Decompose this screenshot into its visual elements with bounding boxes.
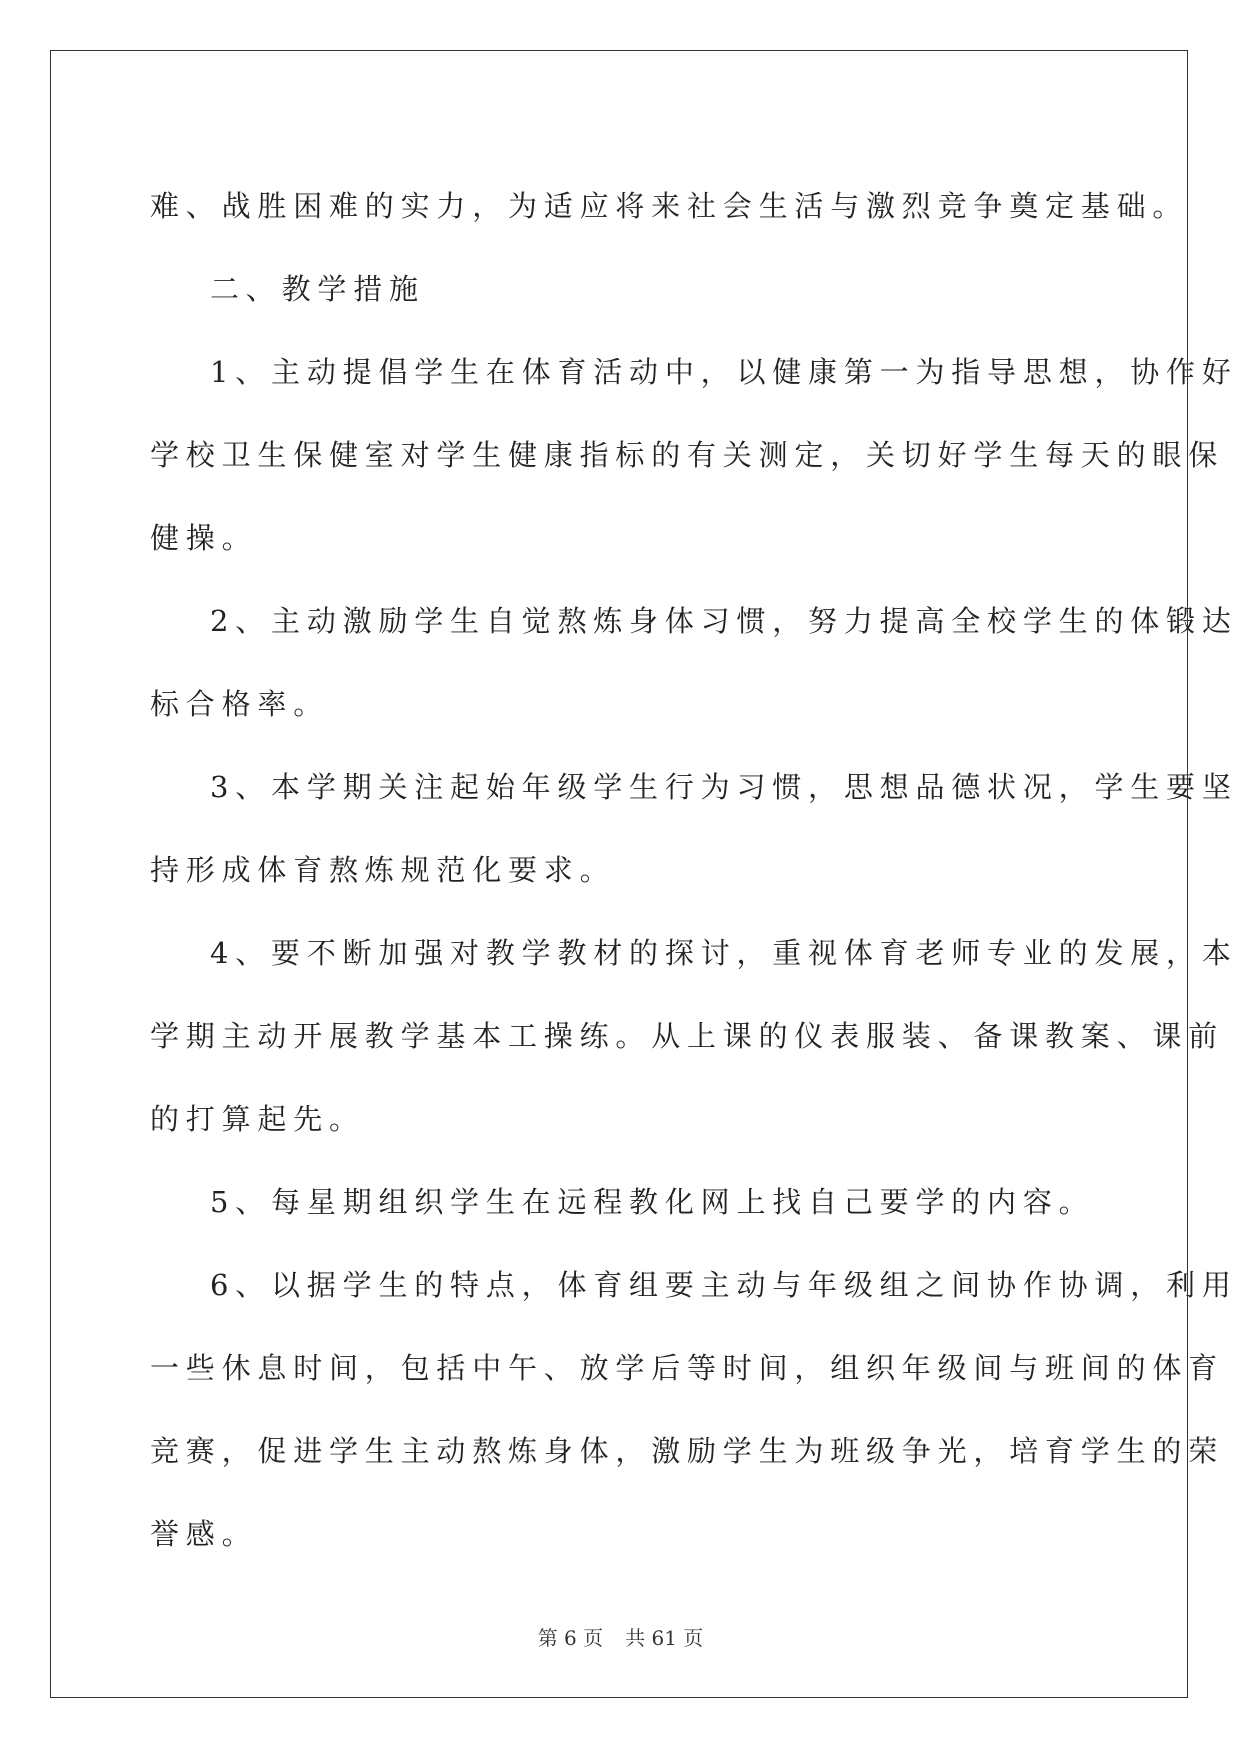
text-line: 标合格率。 <box>150 687 330 721</box>
text-line: 5、每星期组织学生在远程教化网上找自己要学的内容。 <box>210 1185 1095 1219</box>
text-line: 一些休息时间，包括中午、放学后等时间，组织年级间与班间的体育 <box>150 1351 1225 1385</box>
text-line: 竞赛，促进学生主动熬炼身体，激励学生为班级争光，培育学生的荣 <box>150 1434 1225 1468</box>
document-body <box>150 165 1238 1576</box>
text-line: 誉感。 <box>150 1517 258 1551</box>
page-footer <box>0 1622 1241 1651</box>
text-line: 持形成体育熬炼规范化要求。 <box>150 853 616 887</box>
text-line: 1、主动提倡学生在体育活动中，以健康第一为指导思想，协作好 <box>210 355 1238 389</box>
text-line: 2、主动激励学生自觉熬炼身体习惯，努力提高全校学生的体锻达 <box>210 604 1238 638</box>
text-line: 3、本学期关注起始年级学生行为习惯，思想品德状况，学生要坚 <box>210 770 1238 804</box>
text-line: 学校卫生保健室对学生健康指标的有关测定，关切好学生每天的眼保 <box>150 438 1225 472</box>
page-number: 第 6 页 <box>537 1626 604 1650</box>
text-line: 6、以据学生的特点，体育组要主动与年级组之间协作协调，利用 <box>210 1268 1238 1302</box>
page-total: 共 61 页 <box>625 1626 704 1650</box>
text-line: 4、要不断加强对教学教材的探讨，重视体育老师专业的发展，本 <box>210 936 1238 970</box>
section-heading: 二、教学措施 <box>210 272 425 306</box>
text-line: 健操。 <box>150 521 258 555</box>
text-line: 学期主动开展教学基本工操练。从上课的仪表服装、备课教案、课前 <box>150 1019 1225 1053</box>
text-line: 的打算起先。 <box>150 1102 365 1136</box>
text-line: 难、战胜困难的实力，为适应将来社会生活与激烈竞争奠定基础。 <box>150 189 1189 223</box>
